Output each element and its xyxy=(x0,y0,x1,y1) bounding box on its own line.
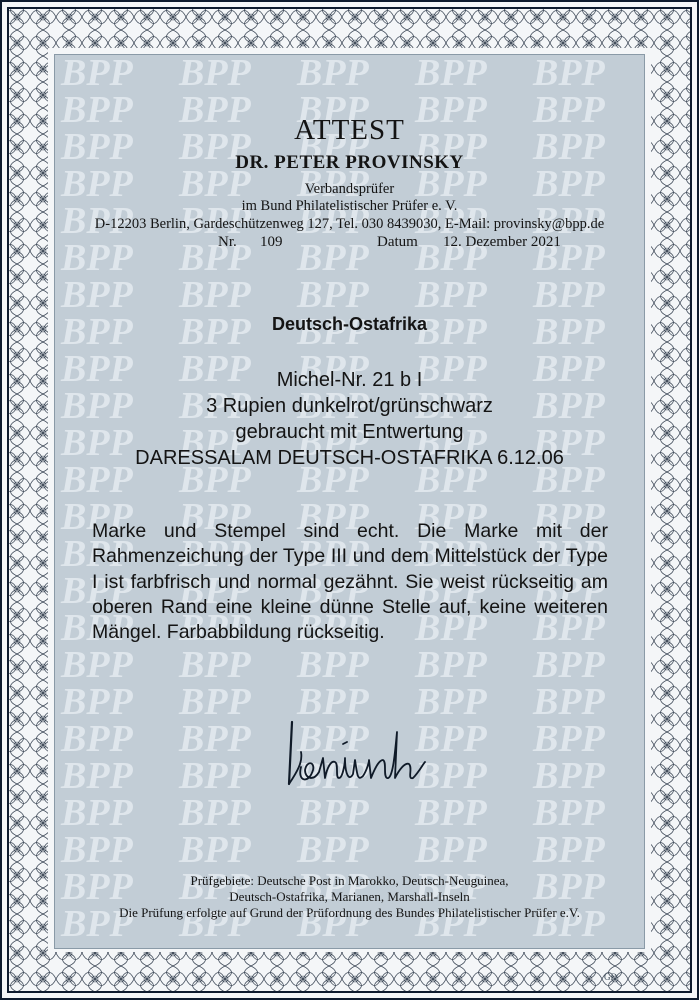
findings-text: Marke und Stempel sind echt. Die Marke mit der Rahmenzeichung der Type III und dem Mittelstück der Type I ist farbfrisch und normal gezähnt. Sie weist rückseitig am oberen Rand eine kleine dünne Stelle auf, keine weiteren Mängel. Farbabbildung rückseitig. xyxy=(92,520,608,644)
document-title: ATTEST xyxy=(294,114,405,146)
stamp-cancellation: DARESSALAM DEUTSCH-OSTAFRIKA 6.12.06 xyxy=(135,447,564,469)
footer-areas-line1: Prüfgebiete: Deutsche Post in Marokko, Deutsch-Neuguinea, xyxy=(190,873,509,888)
examiner-address: D-12203 Berlin, Gardeschützenweg 127, Tel. 030 8439030, E-Mail: provinsky@bpp.de xyxy=(94,216,605,232)
examiner-association: im Bund Philatelistischer Prüfer e. V. xyxy=(241,198,458,214)
date-label: Datum xyxy=(377,234,418,250)
footer-basis: Die Prüfung erfolgte auf Grund der Prüfordnung des Bundes Philatelistischer Prüfer e.V. xyxy=(119,905,580,920)
printer-mark: GD xyxy=(604,972,617,982)
examiner-name: DR. PETER PROVINSKY xyxy=(235,152,464,173)
footer-areas-line2: Deutsch-Ostafrika, Marianen, Marshall-Inseln xyxy=(229,889,470,904)
stamp-condition: gebraucht mit Entwertung xyxy=(235,421,464,443)
stamp-country: Deutsch-Ostafrika xyxy=(271,314,428,334)
examiner-function: Verbandsprüfer xyxy=(304,181,395,197)
certificate-number: 109 xyxy=(260,234,283,250)
stamp-catalog-number: Michel-Nr. 21 b I xyxy=(276,369,423,391)
stamp-description: 3 Rupien dunkelrot/grünschwarz xyxy=(206,395,493,417)
certificate-date: 12. Dezember 2021 xyxy=(443,234,561,250)
number-label: Nr. xyxy=(218,234,237,250)
examiner-signature xyxy=(283,712,433,792)
